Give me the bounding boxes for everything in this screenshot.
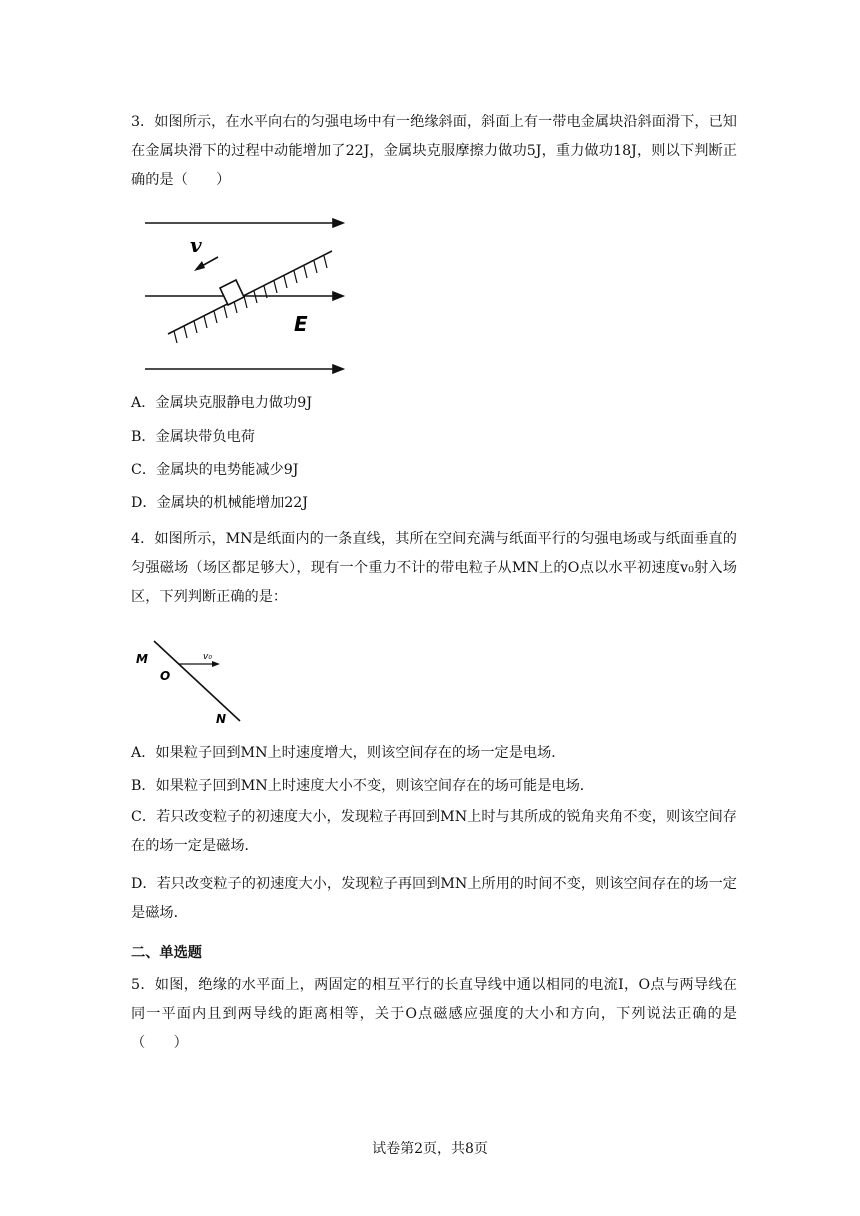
arrowhead-bottom	[333, 365, 343, 373]
q4-option-b: B．如果粒子回到MN上时速度大小不变，则该空间存在的场可能是电场．	[131, 778, 594, 794]
q3-stem: 3．如图所示，在水平向右的匀强电场中有一绝缘斜面，斜面上有一带电金属块沿斜面滑下，已知在金属块滑下的过程中动能增加了22J，金属块克服摩擦力做功5J，重力做功18J，则以下判断正确的是（ ）	[131, 114, 737, 188]
metal-block	[220, 280, 244, 305]
q4-option-c: C．若只改变粒子的初速度大小，发现粒子再回到MN上时与其所成的锐角夹角不变，则该空间存在的场一定是磁场．	[131, 809, 737, 854]
label-m: M	[136, 652, 148, 666]
arrowhead-middle	[333, 292, 343, 300]
velocity-arrowhead	[194, 261, 205, 271]
arrowhead-top	[333, 219, 343, 227]
q4-option-d: D．若只改变粒子的初速度大小，发现粒子再回到MN上所用的时间不变，则该空间存在的场一定是磁场．	[131, 876, 737, 921]
label-v0: v₀	[203, 652, 212, 662]
label-o: O	[160, 669, 171, 683]
q3-option-b: B．金属块带负电荷	[131, 429, 255, 445]
v0-arrowhead	[212, 661, 220, 667]
q3-option-d: D．金属块的机械能增加22J	[131, 495, 308, 511]
label-n: N	[216, 712, 227, 726]
field-label: E	[294, 312, 308, 336]
q3-option-c: C．金属块的电势能减少9J	[131, 462, 299, 478]
q4-option-a: A．如果粒子回到MN上时速度增大，则该空间存在的场一定是电场．	[131, 745, 566, 761]
q4-stem: 4．如图所示，MN是纸面内的一条直线，其所在空间充满与纸面平行的匀强电场或与纸面垂直的匀强磁场（场区都足够大），现有一个重力不计的带电粒子从MN上的O点以水平初速度v₀射入场区，下列判断正确的是：	[131, 531, 737, 605]
section-title: 二、单选题	[131, 945, 202, 961]
q5-stem: 5．如图，绝缘的水平面上，两固定的相互平行的长直导线中通以相同的电流I，O点与两导线在同一平面内且到两导线的距离相等，关于O点磁感应强度的大小和方向，下列说法正确的是（ ）	[131, 977, 737, 1051]
page-footer: 试卷第2页，共8页	[372, 1141, 488, 1157]
velocity-label: v	[190, 233, 202, 257]
q3-figure	[140, 210, 350, 380]
q3-option-a: A．金属块克服静电力做功9J	[131, 395, 313, 411]
q4-figure	[130, 635, 250, 730]
